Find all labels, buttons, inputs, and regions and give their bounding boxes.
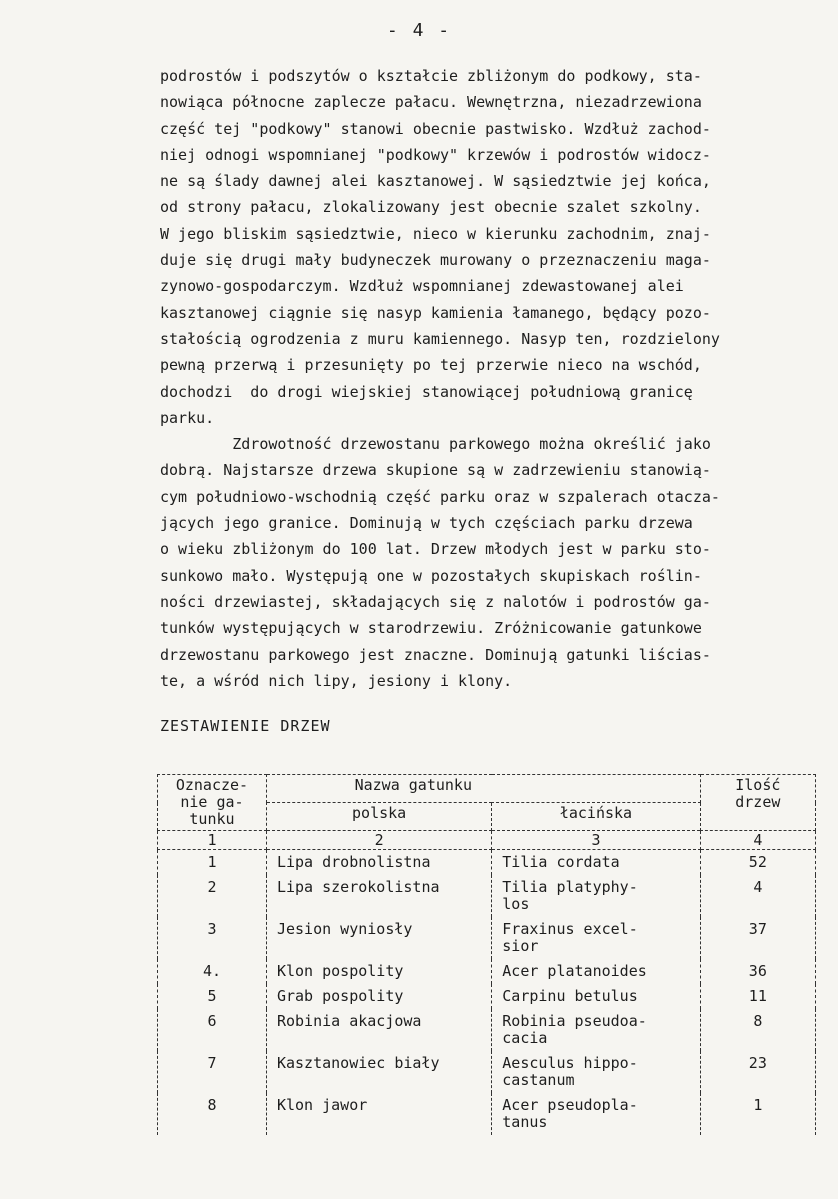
table-row <box>158 917 816 959</box>
paragraph-1: podrostów i podszytów o kształcie zbliżonym do podkowy, sta- nowiąca północne zaplecze pałacu. Wewnętrzna, niezadrzewiona część tej "podkowy" stanowi obecnie pastwisko. Wzdłuż zachod- niej odnogi wspomnianej "podkowy" krzewów i podrostów widocz- ne są ślady dawnej alei kasztanowej. W sąsiedztwie jej końca, od strony pałacu, zlokalizowany jest obecnie szalet szkolny. W jego bliskim sąsiedztwie, nieco w kierunku zachodnim, znaj- duje się drugi mały budyneczek murowany o przeznaczeniu maga- zynowo-gospodarczym. Wzdłuż wspomnianej zdewastowanej alei kasztanowej ciągnie się nasyp kamienia łamanego, będący pozo- stałością ogrodzenia z muru kamiennego. Nasyp ten, rozdzielony pewną przerwą i przesunięty po tej przerwie nieco na wschód, dochodzi do drogi wiejskiej stanowiącej południową granicę parku. <box>160 67 720 427</box>
row-designation: 7 <box>158 1051 267 1093</box>
row-latin-name: Carpinu betulus <box>492 984 700 1009</box>
header-polish: polska <box>266 803 491 831</box>
table-row <box>158 875 816 917</box>
table-body <box>158 850 816 1136</box>
row-latin-name: Acer platanoides <box>492 959 700 984</box>
row-count: 36 <box>700 959 815 984</box>
table-header-row <box>158 775 816 803</box>
row-polish-name: Lipa szerokolistna <box>266 875 491 917</box>
row-count: 37 <box>700 917 815 959</box>
row-designation: 5 <box>158 984 267 1009</box>
table-row <box>158 1009 816 1051</box>
page-number: - 4 - <box>386 20 452 41</box>
column-number: 4 <box>700 831 815 850</box>
row-designation: 2 <box>158 875 267 917</box>
row-count: 23 <box>700 1051 815 1093</box>
row-designation: 6 <box>158 1009 267 1051</box>
header-count: Ilość drzew <box>700 775 815 831</box>
header-latin: łacińska <box>492 803 700 831</box>
body-text <box>160 63 810 694</box>
row-polish-name: Klon jawor <box>266 1093 491 1135</box>
row-latin-name: Robinia pseudoa- cacia <box>492 1009 700 1051</box>
row-count: 1 <box>700 1093 815 1135</box>
column-number: 3 <box>492 831 700 850</box>
table-row <box>158 959 816 984</box>
table-row <box>158 1051 816 1093</box>
row-count: 4 <box>700 875 815 917</box>
row-latin-name: Tilia cordata <box>492 850 700 876</box>
header-designation: Oznacze- nie ga- tunku <box>158 775 267 831</box>
header-species-name: Nazwa gatunku <box>266 775 700 803</box>
row-count: 11 <box>700 984 815 1009</box>
column-number: 2 <box>266 831 491 850</box>
row-latin-name: Acer pseudopla- tanus <box>492 1093 700 1135</box>
table-title: ZESTAWIENIE DRZEW <box>160 717 331 735</box>
row-designation: 8 <box>158 1093 267 1135</box>
table-row <box>158 984 816 1009</box>
tree-inventory-table <box>157 774 816 1135</box>
row-polish-name: Kasztanowiec biały <box>266 1051 491 1093</box>
row-designation: 4. <box>158 959 267 984</box>
row-polish-name: Klon pospolity <box>266 959 491 984</box>
row-latin-name: Tilia platyphy- los <box>492 875 700 917</box>
paragraph-2: Zdrowotność drzewostanu parkowego można określić jako dobrą. Najstarsze drzewa skupione są w zadrzewieniu stanowią- cym południowo-wschodnią część parku oraz w szpalerach otacza- jących jego granice. Dominują w tych częściach parku drzewa o wieku zbliżonym do 100 lat. Drzew młodych jest w parku sto- sunkowo mało. Występują one w pozostałych skupiskach roślin- ności drzewiastej, składających się z nalotów i podrostów ga- tunków występujących w starodrzewiu. Zróżnicowanie gatunkowe drzewostanu parkowego jest znaczne. Dominują gatunki liścias- te, a wśród nich lipy, jesiony i klony. <box>160 435 720 690</box>
column-number: 1 <box>158 831 267 850</box>
row-polish-name: Grab pospolity <box>266 984 491 1009</box>
row-polish-name: Lipa drobnolistna <box>266 850 491 876</box>
row-polish-name: Robinia akacjowa <box>266 1009 491 1051</box>
table-row <box>158 1093 816 1135</box>
column-number-row <box>158 831 816 850</box>
row-designation: 3 <box>158 917 267 959</box>
row-designation: 1 <box>158 850 267 876</box>
row-latin-name: Fraxinus excel- sior <box>492 917 700 959</box>
row-polish-name: Jesion wyniosły <box>266 917 491 959</box>
row-latin-name: Aesculus hippo- castanum <box>492 1051 700 1093</box>
table-row <box>158 850 816 876</box>
row-count: 8 <box>700 1009 815 1051</box>
row-count: 52 <box>700 850 815 876</box>
